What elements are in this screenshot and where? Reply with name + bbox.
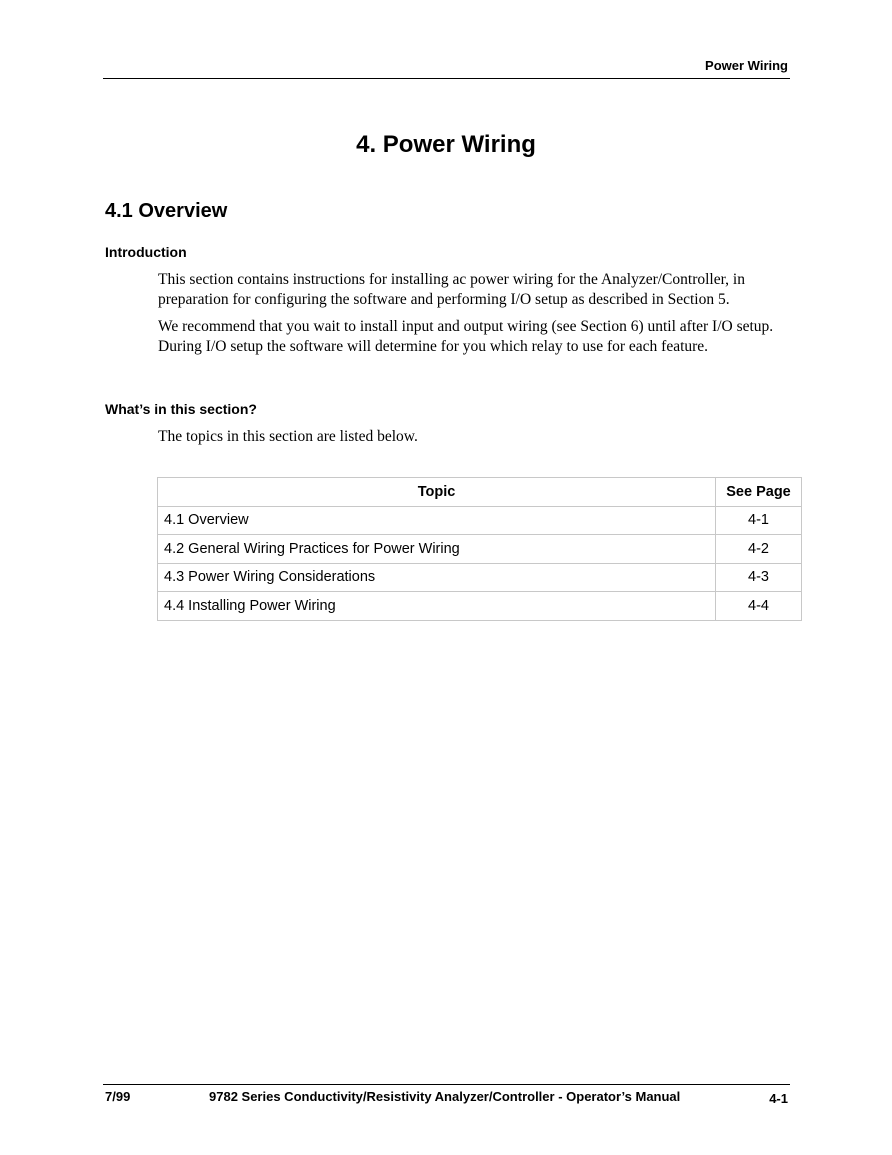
page-cell: 4-4 bbox=[716, 592, 802, 621]
table-row bbox=[158, 592, 802, 621]
page-cell: 4-3 bbox=[716, 563, 802, 592]
topic-cell: 4.4 Installing Power Wiring bbox=[158, 592, 716, 621]
running-header-title: Power Wiring bbox=[705, 58, 788, 73]
topic-column-header: Topic bbox=[158, 478, 716, 507]
topic-cell: 4.1 Overview bbox=[158, 506, 716, 535]
page-cell: 4-1 bbox=[716, 506, 802, 535]
section-title: 4.1 Overview bbox=[105, 200, 228, 222]
table-row bbox=[158, 506, 802, 535]
introduction-paragraph-1: This section contains instructions for installing ac power wiring for the Analyzer/Controller, in preparation for configuring the software and performing I/O setup as described in Section 5. bbox=[158, 271, 745, 308]
footer-date: 7/99 bbox=[105, 1089, 131, 1104]
page-cell: 4-2 bbox=[716, 535, 802, 564]
table-header-row bbox=[158, 478, 802, 507]
footer-manual-title: 9782 Series Conductivity/Resistivity Analyzer/Controller - Operator’s Manual bbox=[209, 1089, 681, 1104]
page-footer bbox=[103, 1084, 790, 1106]
topic-cell: 4.2 General Wiring Practices for Power Wiring bbox=[158, 535, 716, 564]
table-row bbox=[158, 563, 802, 592]
see-page-column-header: See Page bbox=[716, 478, 802, 507]
topic-table bbox=[157, 477, 802, 621]
introduction-heading: Introduction bbox=[105, 244, 187, 260]
footer-page-number: 4-1 bbox=[769, 1091, 788, 1106]
contents-heading: What’s in this section? bbox=[105, 401, 257, 417]
topic-cell: 4.3 Power Wiring Considerations bbox=[158, 563, 716, 592]
table-row bbox=[158, 535, 802, 564]
introduction-paragraph-2: We recommend that you wait to install input and output wiring (see Section 6) until after I/O setup. During I/O setup the software will determine for you which relay to use for each feature. bbox=[158, 318, 774, 355]
page-header bbox=[103, 56, 790, 79]
contents-intro: The topics in this section are listed below. bbox=[158, 428, 418, 445]
chapter-title: 4. Power Wiring bbox=[356, 131, 536, 158]
